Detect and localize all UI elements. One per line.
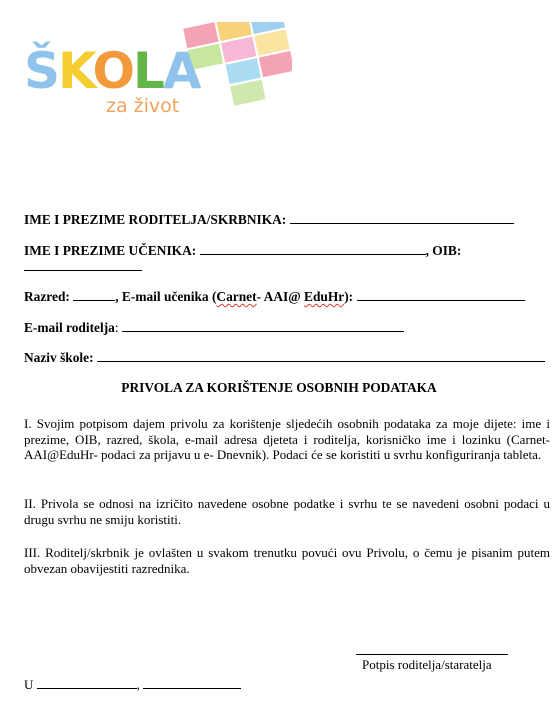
class-blank xyxy=(73,289,115,301)
student-name-blank xyxy=(200,243,426,255)
place-date-line xyxy=(24,677,241,693)
email-parent-label: E-mail roditelja xyxy=(24,320,115,335)
consent-paragraph-2: II. Privola se odnosi na izričito navedene osobne podatke i svrhu te se navedeni osobni podaci u drugu svrhu ne smiju koristiti. xyxy=(24,496,550,527)
carnet-word: Carnet xyxy=(216,289,257,304)
school-blank xyxy=(97,350,545,362)
date-blank xyxy=(143,677,241,689)
email-student-prefix: , E-mail učenika ( xyxy=(115,289,217,304)
email-parent-blank xyxy=(122,320,404,332)
logo-word: ŠKOLA xyxy=(24,42,200,100)
consent-paragraph-1: I. Svojim potpisom dajem privolu za korištenje sljedećih osobnih podataka za moje dijete: ime i prezime, OIB, razred, škola, e-mail adresa djeteta i roditelja, korisničko ime i lozinku (Carnet-AAI@EduHr- podaci za prijavu u e- Dnevnik). Podaci će se koristiti u svrhu konfiguriranja tableta. xyxy=(24,416,550,463)
email-parent-line xyxy=(24,320,404,336)
parent-name-label: IME I PREZIME RODITELJA/SKRBNIKA: xyxy=(24,212,287,227)
logo-tagline: za život xyxy=(106,95,180,117)
document-title: PRIVOLA ZA KORIŠTENJE OSOBNIH PODATAKA xyxy=(121,380,437,395)
place-blank xyxy=(37,677,137,689)
parent-name-blank xyxy=(290,212,514,224)
email-parent-colon: : xyxy=(114,320,119,335)
aai-text: - AAI@ xyxy=(256,289,305,304)
oib-line xyxy=(24,259,142,275)
student-name-line xyxy=(24,243,461,259)
date-separator: , xyxy=(136,677,140,692)
parent-name-line xyxy=(24,212,514,228)
class-email-line xyxy=(24,289,525,305)
oib-blank xyxy=(24,259,142,271)
consent-paragraph-3: III. Roditelj/skrbnik je ovlašten u svakom trenutku povući ovu Privolu, o čemu je pisanim putem obvezan obavijestiti razrednika. xyxy=(24,545,550,576)
class-label: Razred: xyxy=(24,289,70,304)
signature-line xyxy=(356,654,508,655)
school-line xyxy=(24,350,545,366)
place-prefix: U xyxy=(24,677,34,692)
email-student-blank xyxy=(357,289,525,301)
eduhr-word: EduHr xyxy=(304,289,345,304)
email-student-suffix: ): xyxy=(344,289,354,304)
skola-za-zivot-logo xyxy=(22,22,292,122)
school-label: Naziv škole: xyxy=(24,350,94,365)
oib-label: , OIB: xyxy=(425,243,462,258)
signature-label: Potpis roditelja/staratelja xyxy=(362,657,492,672)
student-name-label: IME I PREZIME UČENIKA: xyxy=(24,243,197,258)
